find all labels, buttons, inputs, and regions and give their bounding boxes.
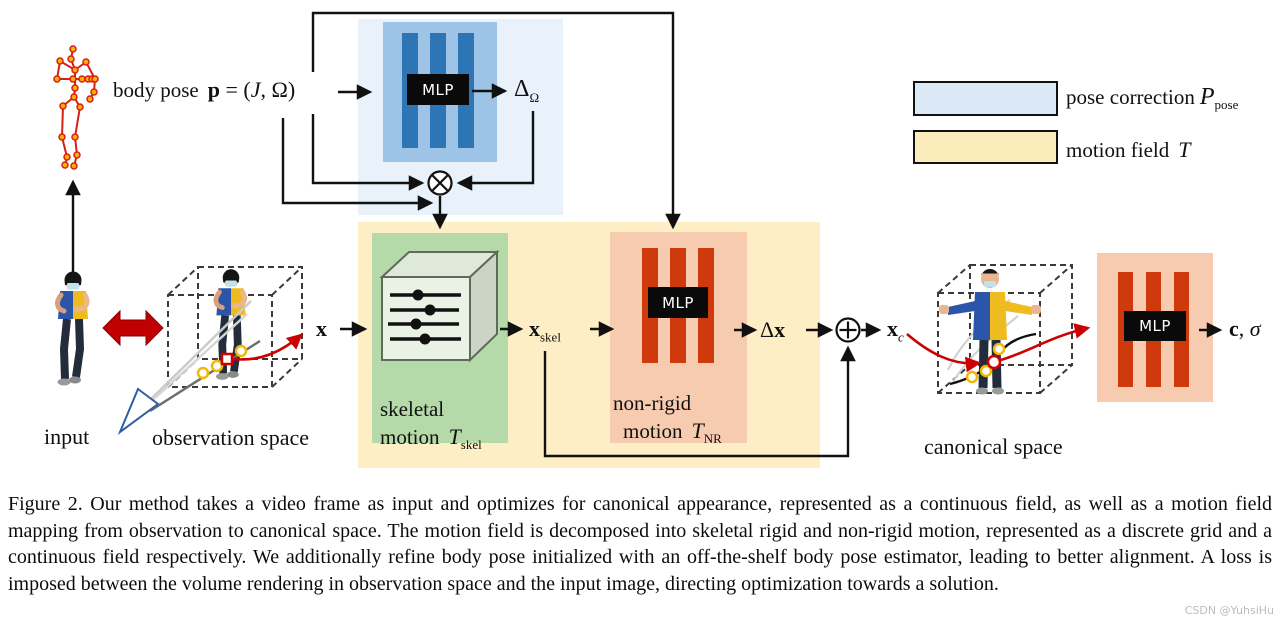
canonical-space-text: canonical space [924,434,1063,459]
legend-pose-correction-label [1066,84,1238,113]
c-sigma-label [1229,316,1261,342]
canonical-mlp-chip [1124,311,1186,341]
oplus-operator [837,319,860,342]
input-text: input [44,424,90,449]
legend-motion-field-text: motion field [1066,138,1170,162]
legend-pose-correction-swatch [913,81,1058,116]
watermark: CSDN @YuhsiHu [1184,604,1274,617]
legend-motion-field-label [1066,137,1191,163]
arrow-joints-bypass [283,118,431,203]
red-arrow-cube-to-mlp [1001,328,1088,360]
sigma-label: σ [1249,316,1261,341]
x-skel-sub: skel [540,329,561,345]
nonrigid-mlp-chip [648,287,708,318]
legend-p-sub: pose [1214,97,1239,113]
delta-omega-base: Δ [514,76,530,102]
x-text: x [316,316,327,341]
nonrigid-mlp-label: MLP [662,293,694,312]
observation-space-label [152,425,309,451]
delta-x-delta: Δ [760,317,775,342]
legend-pose-correction-text: pose correction [1066,85,1195,109]
x-skel-label [529,316,561,345]
canonical-mlp-label: MLP [1139,317,1171,335]
x-label [316,316,327,342]
observation-space-text: observation space [152,425,309,450]
delta-x-x: x [774,317,786,342]
formula-eq: = ( [220,77,251,102]
otimes-operator [429,172,452,195]
c-sigma-sep: , [1238,316,1250,341]
pose-mlp-label: MLP [422,80,454,99]
formula-j: J [250,77,261,102]
x-c-label [887,316,904,345]
arrow-delta-omega-to-otimes [459,111,533,183]
skeletal-grid-icon [382,252,497,360]
x-c-base: x [887,316,898,341]
nonrigid-motion-label [613,390,722,452]
skeletal-motion-label [380,396,482,458]
arrow-omega-to-otimes [313,114,422,183]
skeletal-line2: motion [380,425,440,449]
arrow-pose-to-nonrigid [313,13,673,227]
formula-omega: , Ω) [260,77,296,102]
x-skel-base: x [529,316,540,341]
legend-t-base: T [1178,137,1191,162]
input-person-photo [57,272,88,386]
x-c-sub: c [898,329,904,345]
nonrigid-line1: non-rigid [613,391,692,415]
t-nr-base: T [691,418,704,443]
nonrigid-line2: motion [623,419,683,443]
figure-caption: Figure 2. Our method takes a video frame as input and optimizes for canonical appearance, represented as a continuous field, as well as a motion field mapping from observation to canonical space. The motion field is decomposed into skeletal rigid and non-rigid motion, represented as a discrete grid and a continuous field respectively. We additionally refine body pose initialized with an off-the-shelf body pose estimator, leading to better alignment. A loss is imposed between the volume rendering in observation space and the input image, directing optimization towards a solution. [8,493,1272,595]
skeletal-line1: skeletal [380,397,445,421]
double-arrow-input-observation [103,311,163,345]
delta-omega-sub: Ω [529,89,540,105]
delta-omega-label [514,76,539,106]
t-nr-sub: NR [703,431,722,447]
c-label: c [1229,316,1239,341]
input-label [44,424,89,450]
body-pose-label [113,77,295,103]
canonical-space-label [924,434,1063,460]
t-skel-base: T [448,424,461,449]
t-skel-sub: skel [460,437,482,453]
body-pose-text: body pose [113,78,199,102]
legend-p-base: P [1199,84,1215,110]
legend-motion-field-swatch [913,130,1058,164]
pose-mlp-chip [407,74,469,105]
formula-p: p [207,77,220,102]
delta-x-label [760,317,785,343]
